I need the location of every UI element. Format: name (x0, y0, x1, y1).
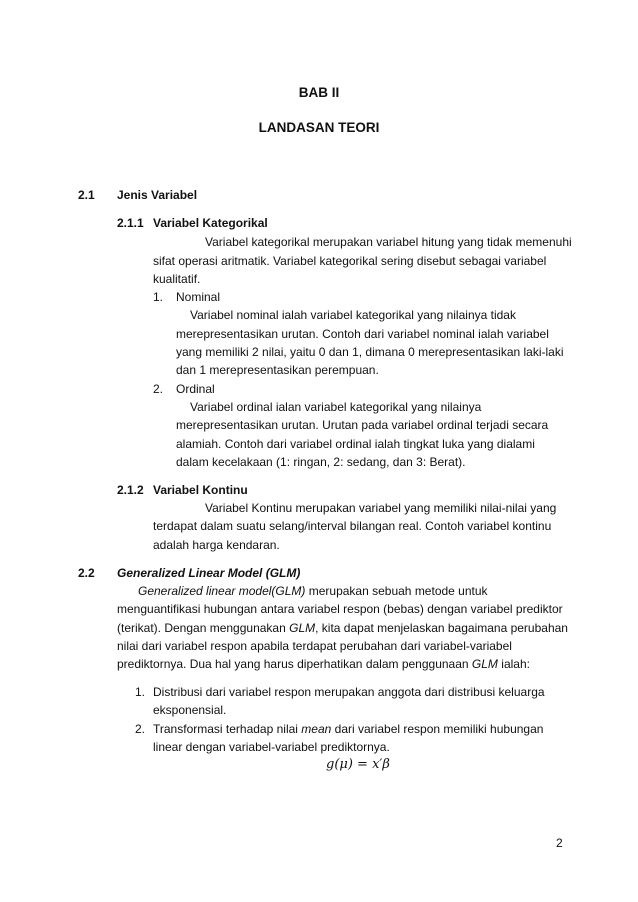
list-item-line (153, 720, 543, 738)
section-2-1-title: Jenis Variabel (117, 188, 198, 202)
page-number: 2 (556, 836, 563, 850)
list-item-line: merepresentasikan urutan. Urutan pada variabel ordinal terjadi secara (176, 418, 549, 432)
paragraph-line: menguantifikasi hubungan antara variabel respon (bebas) dengan variabel prediktor (117, 602, 563, 616)
section-2-1-1-number: 2.1.1 (117, 216, 144, 230)
section-2-1-2-number: 2.1.2 (117, 483, 144, 497)
list-item-line: yang memiliki 2 nilai, yaitu 0 dan 1, dimana 0 merepresentasikan laki-laki (176, 345, 564, 359)
list-item-number: 2. (153, 382, 164, 396)
list-item-line: Variabel ordinal ialan variabel kategorikal yang nilainya (190, 400, 482, 414)
section-2-1-1-title: Variabel Kategorikal (153, 216, 268, 230)
italic-term: GLM (471, 657, 498, 671)
paragraph-line (117, 619, 568, 637)
list-item-number: 2. (135, 722, 146, 736)
paragraph-line: adalah harga kendaran. (153, 538, 280, 552)
list-item-number: 1. (135, 685, 146, 699)
glm-formula: g(μ) = x′β (326, 757, 390, 772)
text-run: ialah: (497, 657, 530, 671)
section-2-1-2-title: Variabel Kontinu (153, 483, 248, 497)
text-run: merupakan sebuah metode untuk (305, 584, 488, 598)
list-item-line: Distribusi dari variabel respon merupakan anggota dari distribusi keluarga (153, 685, 545, 699)
list-item-line: dalam kecelakaan (1: ringan, 2: sedang, dan 3: Berat). (176, 455, 466, 469)
text-run: (terikat). Dengan menggunakan (117, 621, 290, 635)
list-item-line: merepresentasikan urutan. Contoh dari variabel nominal ialah variabel (176, 327, 549, 341)
italic-term: Generalized linear model(GLM) (138, 584, 306, 598)
list-item-title: Nominal (176, 290, 221, 304)
italic-term: GLM (289, 621, 316, 635)
paragraph-line: Variabel kategorikal merupakan variabel hitung yang tidak memenuhi (205, 235, 572, 249)
list-item-line: dan 1 merepresentasikan perempuan. (176, 363, 379, 377)
chapter-title: LANDASAN TEORI (258, 120, 380, 135)
section-2-2-number: 2.2 (78, 566, 95, 580)
section-2-2-title: Generalized Linear Model (GLM) (117, 566, 301, 580)
paragraph-line (138, 582, 488, 600)
paragraph-line (117, 655, 530, 673)
list-item-line: eksponensial. (153, 703, 227, 717)
chapter-number: BAB II (298, 85, 340, 100)
text-run: , kita dapat menjelaskan bagaimana perubahan (315, 621, 568, 635)
paragraph-line: nilai dari variabel respon apabila terdapat perubahan dari variabel-variabel (117, 639, 512, 653)
text-run: dari variabel respon memiliki hubungan (331, 722, 544, 736)
paragraph-line: kualitatif. (153, 272, 201, 286)
list-item-line: Variabel nominal ialah variabel kategorikal yang nilainya tidak (190, 308, 516, 322)
list-item-line: linear dengan variabel-variabel prediktornya. (153, 740, 390, 754)
list-item-title: Ordinal (176, 382, 215, 396)
section-2-1-number: 2.1 (78, 188, 95, 202)
list-item-number: 1. (153, 290, 164, 304)
paragraph-line: sifat operasi aritmatik. Variabel kategorikal sering disebut sebagai variabel (153, 254, 547, 268)
italic-term: mean (301, 722, 332, 736)
paragraph-line: Variabel Kontinu merupakan variabel yang memiliki nilai-nilai yang (205, 501, 557, 515)
text-run: prediktornya. Dua hal yang harus diperhatikan dalam penggunaan (117, 657, 472, 671)
list-item-line: alamiah. Contoh dari variabel ordinal ialah tingkat luka yang dialami (176, 437, 535, 451)
paragraph-line: terdapat dalam suatu selang/interval bilangan real. Contoh variabel kontinu (153, 519, 552, 533)
text-run: Transformasi terhadap nilai (153, 722, 302, 736)
